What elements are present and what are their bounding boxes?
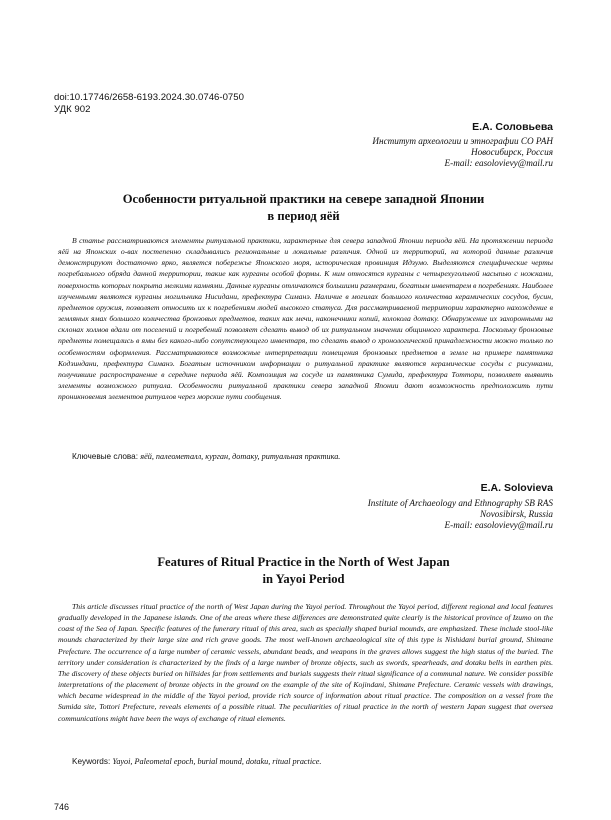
title-ru — [54, 191, 553, 225]
page-number: 746 — [54, 802, 70, 812]
affiliation-en-institute: Institute of Archaeology and Ethnography SB RAS — [367, 498, 553, 508]
abstract-en: This article discusses ritual practice of the north of West Japan during the Yayoi period. Throughout the Yayoi period, different regional and local features gradually developed in the Japanese islands. One of the areas where these differences are demonstrated quite clearly is the historical province of Izumo on the coast of the Sea of Japan. Specific features of the funerary ritual of this area, such as specially shaped burial mounds, are emphasized. These include stool-like mounds characterized by their large size and rich grave goods. The most well-known archaeological site of this type is Nishidani burial ground, Shimane Prefecture. The occurrence of a large number of ceramic vessels, abundant beads, and weapons in the graves allows suggest the high status of the buried. The territory under consideration is characterized by the finds of a large number of bronze objects, such as swords, spearheads, and dotaku bells in earthen pits. The discovery of these objects buried on hillsides far from settlements and burials suggests their ritual significance of a communal nature. We consider possible interpretations of the placement of bronze objects in the ground on the example of the site of Kojindani, Shimane Prefecture. Ceramic vessels with drawings, which became widespread in the middle of the Yayoi period, provide rich source of information about ritual practice. The composition on a vessel from the Sumida site, Tottori Prefecture, reveals elements of a possible ritual. The peculiarities of ritual practice in the north of western Japan suggest that oversea communications might have been the ways of exchange of ritual elements. — [58, 602, 553, 723]
affiliation-ru-institute: Институт археологии и этнографии СО РАН — [372, 136, 553, 146]
keywords-en-values: Yayoi, Paleometal epoch, burial mound, dotaku, ritual practice. — [112, 757, 322, 766]
affiliation-en-email: E-mail: easolovievy@mail.ru — [444, 520, 553, 531]
keywords-ru — [72, 451, 553, 462]
title-en — [54, 554, 553, 588]
keywords-ru-label: Ключевые слова: — [72, 452, 138, 461]
title-ru-line-1: Особенности ритуальной практики на севере западной Японии — [122, 192, 485, 206]
author-en: E.A. Solovieva — [480, 482, 553, 494]
author-ru: Е.А. Соловьева — [472, 121, 553, 133]
doi: doi:10.17746/2658-6193.2024.30.0746-0750 — [54, 92, 244, 103]
abstract-ru: В статье рассматриваются элементы ритуальной практики, характерные для севера западной Японии периода яёй. На протяжении периода яёй на Японских о-вах постепенно складывались региональные и локальные различия. Одной из территорий, на которой данные различия демонстрируют достаточно ярко, является побережье Японского моря, историческая провинция Идзумо. Выделяются специфические черты погребального обряда данной территории, такие как курганы особой формы. К ним относятся курганы с четырехугольной насыпью с ножками, поверхность которых покрыта мелкими камнями. Данные курганы отличаются большими размерами, богатым инвентарем в погребениях. Наиболее изученными являются курганы могильника Нисидани, префектура Симанэ. Наличие в могилах большого количества керамических сосудов, бусин, предметов оружия, позволяет относить их к погребениям людей высокого статуса. Для рассматриваемой территории характерно нахождение в земляных ямах большого количества бронзовых предметов, таких как мечи, наконечники копий, колокола дотаку. Обнаружение их захоронными на склонах холмов вдали от поселений и погребений позволяет сделать вывод об их ритуальном значении общинного характера. Поскольку бронзовые предметы помещались в ямы без какого-либо сопутствующего инвентаря, то сделать вывод о хронологической принадлежности можно только по особенностям оформления. Рассматриваются возможные интерпретации помещения бронзовых предметов в земле на примере памятника Кодзиндани, префектура Симанэ. Богатым источником информации о ритуальной практике являются керамические сосуды с рисунками, получившие распространение в середине периода яёй. Композиция на сосуде из памятника Сумида, префектура Тоттори, позволяет выявить элементы возможного ритуала. Особенности ритуальной практики севера западной Японии дают возможность предположить пути проникновения элементов ритуалов через морские пути сообщения. — [58, 236, 553, 402]
affiliation-ru — [372, 136, 553, 170]
title-ru-line-2: в период яёй — [267, 209, 340, 223]
keywords-en-label: Keywords: — [72, 757, 111, 766]
keywords-en — [72, 756, 553, 767]
affiliation-ru-email: E-mail: easolovievy@mail.ru — [444, 158, 553, 169]
affiliation-ru-city: Новосибирск, Россия — [470, 147, 553, 158]
title-en-line-2: in Yayoi Period — [262, 572, 345, 586]
affiliation-en — [368, 498, 553, 532]
udk: УДК 902 — [54, 104, 91, 115]
title-en-line-1: Features of Ritual Practice in the North of West Japan — [157, 555, 450, 569]
keywords-ru-values: яёй, палеометалл, курган, дотаку, ритуальная практика. — [140, 452, 341, 461]
affiliation-en-city: Novosibirsk, Russia — [480, 509, 553, 520]
